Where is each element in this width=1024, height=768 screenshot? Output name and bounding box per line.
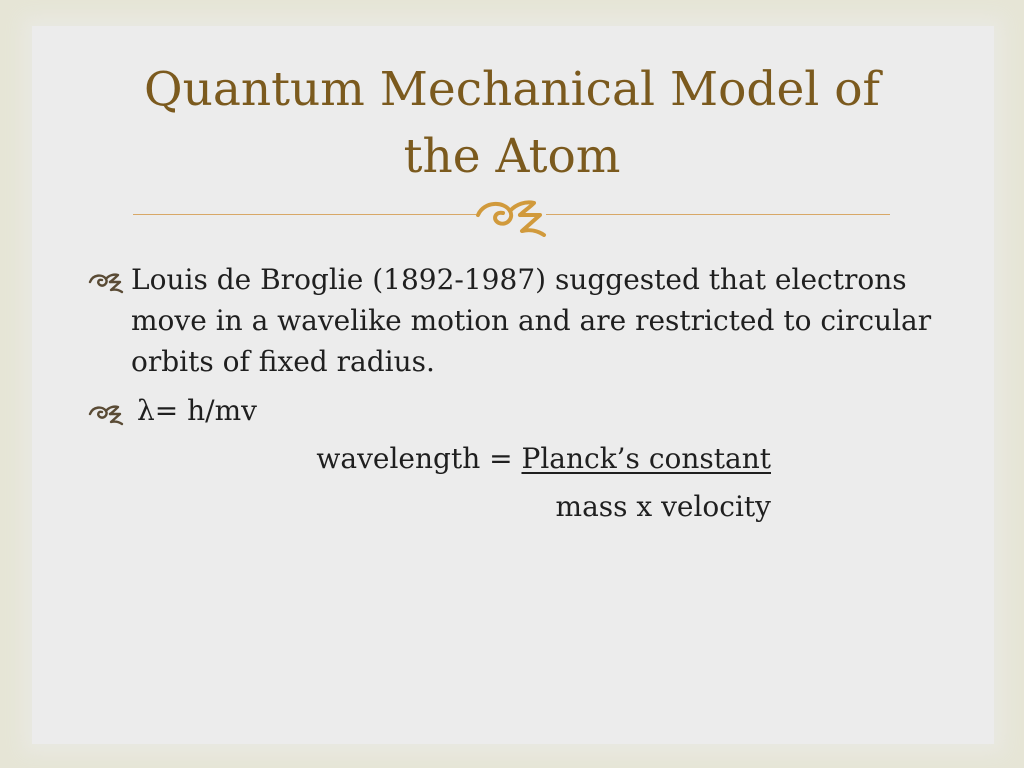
bullet-text-de-broglie: Louis de Broglie (1892-1987) suggested that electrons move in a wavelike motion and are restricted to circular orbits of fixed radius. xyxy=(131,263,932,378)
slide-title xyxy=(0,56,1024,190)
fleuron-bullet-icon xyxy=(88,268,124,294)
equation-numerator: Planck’s constant xyxy=(521,442,771,475)
equation-lhs: wavelength = xyxy=(316,442,522,475)
equation-numerator-line xyxy=(316,438,771,479)
title-divider-left xyxy=(133,214,476,215)
fleuron-ornament-icon xyxy=(474,193,550,237)
title-line-1: Quantum Mechanical Model of xyxy=(144,62,880,117)
bullet-text-formula: λ= h/mv xyxy=(137,394,257,427)
title-line-2: the Atom xyxy=(403,129,621,184)
title-divider-right xyxy=(546,214,890,215)
fleuron-bullet-icon xyxy=(88,400,124,426)
equation-denominator: mass x velocity xyxy=(555,490,771,523)
